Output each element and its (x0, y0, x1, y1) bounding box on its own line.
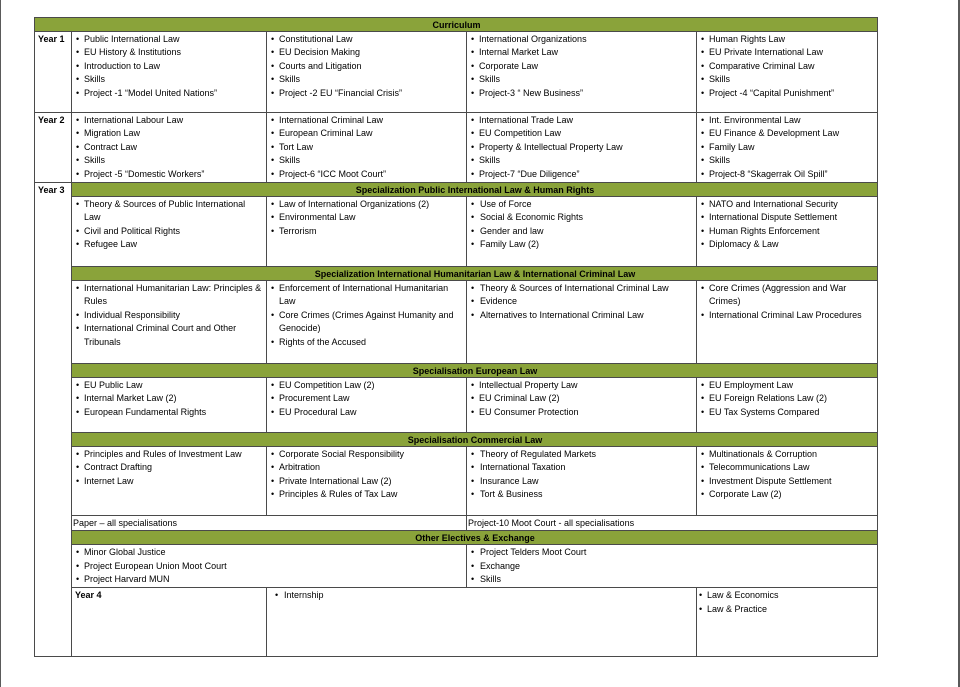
course-item: • Human Rights Enforcement (700, 225, 875, 238)
course-item: • International Dispute Settlement (700, 211, 875, 224)
course-item: • Skills (700, 73, 875, 86)
course-item: • Enforcement of International Humanitarian Law (270, 282, 464, 309)
course-item: • Tort & Business (470, 488, 694, 501)
course-item: • Corporate Social Responsibility (270, 448, 464, 461)
curriculum-title: Curriculum (35, 18, 878, 32)
course-item: • EU Procedural Law (270, 406, 464, 419)
spec-comm-header-row (35, 433, 878, 447)
spec-comm-col-1 (72, 447, 267, 516)
year-2-row (35, 113, 878, 183)
year-2-col-1 (72, 113, 267, 183)
course-item: • Corporate Law (2) (700, 488, 875, 501)
course-item: • International Criminal Law Procedures (700, 309, 875, 322)
course-item: • Family Law (2) (470, 238, 694, 251)
course-item: • Contract Law (75, 141, 264, 154)
course-item: • EU Decision Making (270, 46, 464, 59)
year-2-label: Year 2 (35, 113, 72, 183)
spec-comm-col-2 (267, 447, 467, 516)
year-1-col-2 (267, 32, 467, 113)
year-4-row (35, 588, 878, 657)
course-item: • Refugee Law (75, 238, 264, 251)
course-item: • Int. Environmental Law (700, 114, 875, 127)
spec-phr-col-4 (697, 197, 878, 267)
spec-ihl-row (35, 281, 878, 364)
moot-court-all-specialisations: Project-10 Moot Court - all specialisations (467, 516, 878, 531)
course-item: • EU History & Institutions (75, 46, 264, 59)
course-item: • Migration Law (75, 127, 264, 140)
spec-ihl-col-4 (697, 281, 878, 364)
course-item: • Alternatives to International Criminal Law (470, 309, 694, 322)
spec-ihl-col-2 (267, 281, 467, 364)
course-item: • Tort Law (270, 141, 464, 154)
electives-left (72, 545, 467, 588)
course-item: • Principles & Rules of Tax Law (270, 488, 464, 501)
course-item: • Intellectual Property Law (470, 379, 694, 392)
course-item: • Internal Market Law (470, 46, 694, 59)
course-item: • Project-6 “ICC Moot Court” (270, 168, 464, 181)
course-item: • Core Crimes (Aggression and War Crimes) (700, 282, 875, 309)
spec-ihl-header-row (35, 267, 878, 281)
year-2-col-4 (697, 113, 878, 183)
paper-all-specialisations: Paper – all specialisations (72, 516, 467, 531)
spec-eu-header-row (35, 364, 878, 378)
spec-ihl-col-1 (72, 281, 267, 364)
course-item: • Project-3 “ New Business” (470, 87, 694, 100)
course-item: • European Criminal Law (270, 127, 464, 140)
course-item: • International Taxation (470, 461, 694, 474)
year-1-row (35, 32, 878, 113)
electives-title: Other Electives & Exchange (72, 531, 878, 545)
course-item: • EU Tax Systems Compared (700, 406, 875, 419)
course-item: • Corporate Law (470, 60, 694, 73)
page-left-border (0, 0, 1, 687)
course-item: • Public International Law (75, 33, 264, 46)
course-item: • EU Competition Law (2) (270, 379, 464, 392)
course-item: • Social & Economic Rights (470, 211, 694, 224)
course-item: • EU Employment Law (700, 379, 875, 392)
course-item: • Civil and Political Rights (75, 225, 264, 238)
course-item: • Courts and Litigation (270, 60, 464, 73)
year-4-col-1 (267, 588, 697, 657)
spec-eu-col-1 (72, 378, 267, 433)
paper-moot-row (35, 516, 878, 531)
spec-eu-col-4 (697, 378, 878, 433)
spec-phr-col-1 (72, 197, 267, 267)
course-item: • Skills (470, 573, 875, 586)
course-item: • Internship (274, 589, 694, 602)
course-item: • Project -2 EU “Financial Crisis” (270, 87, 464, 100)
course-item: • Skills (470, 73, 694, 86)
course-item: • Law & Practice (698, 603, 875, 616)
course-item: • Evidence (470, 295, 694, 308)
course-item: • Skills (270, 154, 464, 167)
course-item: • International Humanitarian Law: Principles & Rules (75, 282, 264, 309)
course-item: • International Trade Law (470, 114, 694, 127)
course-item: • Project -4 “Capital Punishment” (700, 87, 875, 100)
course-item: • Introduction to Law (75, 60, 264, 73)
course-item: • Exchange (470, 560, 875, 573)
course-item: • Minor Global Justice (75, 546, 464, 559)
course-item: • Skills (470, 154, 694, 167)
course-item: • Terrorism (270, 225, 464, 238)
course-item: • EU Consumer Protection (470, 406, 694, 419)
course-item: • Core Crimes (Crimes Against Humanity and Genocide) (270, 309, 464, 336)
course-item: • EU Criminal Law (2) (470, 392, 694, 405)
year-1-col-4 (697, 32, 878, 113)
spec-phr-col-3 (467, 197, 697, 267)
course-item: • Arbitration (270, 461, 464, 474)
course-item: • Multinationals & Corruption (700, 448, 875, 461)
spec-eu-col-2 (267, 378, 467, 433)
year-1-col-3 (467, 32, 697, 113)
course-item: • Law of International Organizations (2) (270, 198, 464, 211)
year-1-col-1 (72, 32, 267, 113)
course-item: • Use of Force (470, 198, 694, 211)
course-item: • Procurement Law (270, 392, 464, 405)
course-item: • Gender and law (470, 225, 694, 238)
course-item: • Internet Law (75, 475, 264, 488)
year-4-label: Year 4 (72, 588, 267, 657)
course-item: • Project-7 “Due Diligence” (470, 168, 694, 181)
course-item: • Law & Economics (698, 589, 875, 602)
course-item: • Private International Law (2) (270, 475, 464, 488)
course-item: • European Fundamental Rights (75, 406, 264, 419)
course-item: • International Criminal Court and Other Tribunals (75, 322, 264, 349)
course-item: • EU Foreign Relations Law (2) (700, 392, 875, 405)
course-item: • EU Finance & Development Law (700, 127, 875, 140)
course-item: • EU Public Law (75, 379, 264, 392)
spec-comm-col-3 (467, 447, 697, 516)
course-item: • Principles and Rules of Investment Law (75, 448, 264, 461)
course-item: • Individual Responsibility (75, 309, 264, 322)
course-item: • EU Competition Law (470, 127, 694, 140)
spec-comm-title: Specialisation Commercial Law (72, 433, 878, 447)
course-item: • Telecommunications Law (700, 461, 875, 474)
course-item: • International Labour Law (75, 114, 264, 127)
year-1-label: Year 1 (35, 32, 72, 113)
course-item: • Skills (75, 154, 264, 167)
course-item: • Theory & Sources of Public International Law (75, 198, 264, 225)
course-item: • Project Harvard MUN (75, 573, 464, 586)
course-item: • Environmental Law (270, 211, 464, 224)
course-item: • EU Private International Law (700, 46, 875, 59)
course-item: • Skills (700, 154, 875, 167)
electives-right (467, 545, 878, 588)
course-item: • International Criminal Law (270, 114, 464, 127)
course-item: • Comparative Criminal Law (700, 60, 875, 73)
spec-comm-col-4 (697, 447, 878, 516)
course-item: • Project Telders Moot Court (470, 546, 875, 559)
course-item: • Insurance Law (470, 475, 694, 488)
course-item: • Human Rights Law (700, 33, 875, 46)
electives-header-row (35, 531, 878, 545)
year-4-col-3 (697, 588, 878, 657)
spec-phr-col-2 (267, 197, 467, 267)
year-2-col-3 (467, 113, 697, 183)
spec-eu-title: Specialisation European Law (72, 364, 878, 378)
course-item: • Contract Drafting (75, 461, 264, 474)
course-item: • Project European Union Moot Court (75, 560, 464, 573)
course-item: • International Organizations (470, 33, 694, 46)
course-item: • Internal Market Law (2) (75, 392, 264, 405)
course-item: • Skills (270, 73, 464, 86)
course-item: • Project -1 “Model United Nations” (75, 87, 264, 100)
course-item: • NATO and International Security (700, 198, 875, 211)
spec-eu-row (35, 378, 878, 433)
spec-phr-title: Specialization Public International Law & Human Rights (72, 183, 878, 197)
year-3-label: Year 3 (35, 183, 72, 657)
course-item: • Skills (75, 73, 264, 86)
year-2-col-2 (267, 113, 467, 183)
course-item: • Theory of Regulated Markets (470, 448, 694, 461)
course-item: • Project-8 “Skagerrak Oil Spill” (700, 168, 875, 181)
course-item: • Theory & Sources of International Criminal Law (470, 282, 694, 295)
spec-ihl-title: Specialization International Humanitarian Law & International Criminal Law (72, 267, 878, 281)
course-item: • Constitutional Law (270, 33, 464, 46)
course-item: • Investment Dispute Settlement (700, 475, 875, 488)
course-item: • Property & Intellectual Property Law (470, 141, 694, 154)
spec-ihl-col-3 (467, 281, 697, 364)
curriculum-header-row (35, 18, 878, 32)
electives-row (35, 545, 878, 588)
course-item: • Family Law (700, 141, 875, 154)
spec-phr-header-row (35, 183, 878, 197)
spec-eu-col-3 (467, 378, 697, 433)
spec-phr-row (35, 197, 878, 267)
spec-comm-row (35, 447, 878, 516)
course-item: • Rights of the Accused (270, 336, 464, 349)
course-item: • Project -5 “Domestic Workers” (75, 168, 264, 181)
curriculum-table (34, 17, 878, 657)
course-item: • Diplomacy & Law (700, 238, 875, 251)
